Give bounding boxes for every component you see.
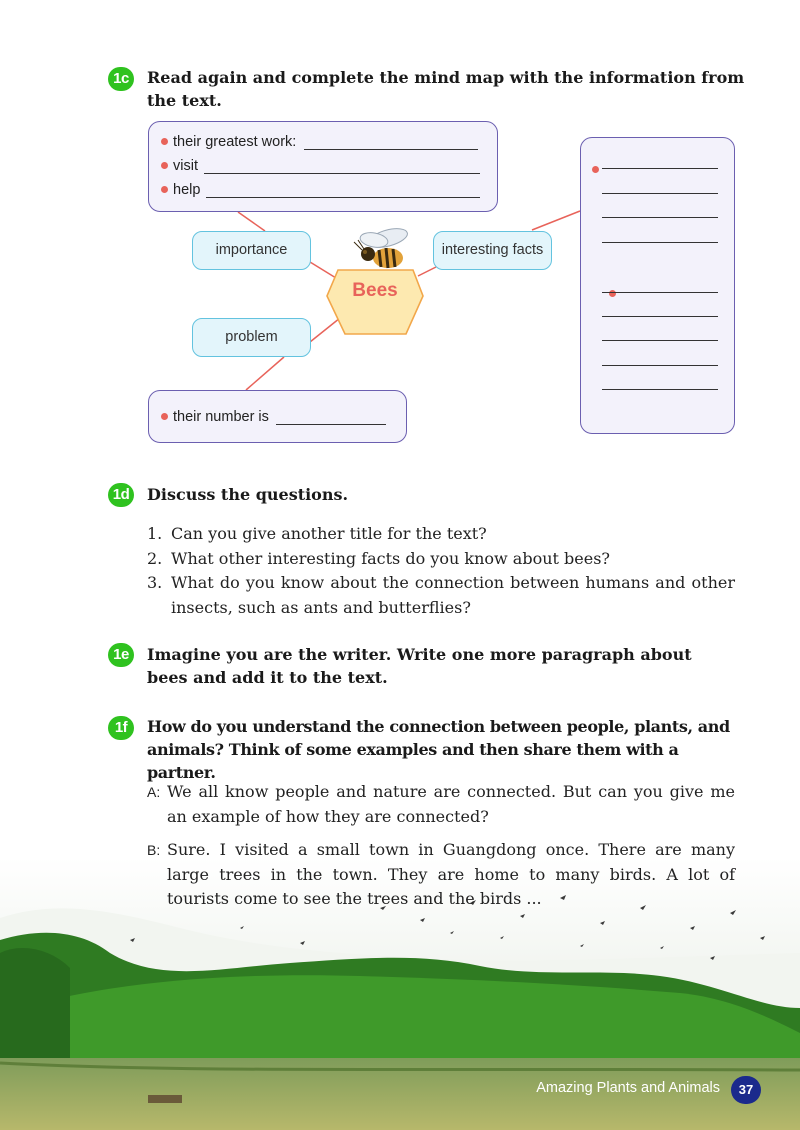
answer-line[interactable] [602,316,718,317]
section-badge-1e: 1e [108,643,134,667]
dialogue-line-a: A: We all know people and nature are connected. But can you give me an example of how they are connected? [147,782,735,826]
answer-line[interactable] [602,340,718,341]
bullet-dot [592,166,599,173]
problem-box [148,390,407,443]
answer-blank[interactable] [204,159,480,174]
question-list [147,522,735,620]
answer-line[interactable] [602,389,718,390]
importance-box [148,121,498,212]
interesting-facts-box [580,137,735,434]
answer-line[interactable] [602,217,718,218]
answer-blank[interactable] [276,410,386,425]
answer-line[interactable] [602,365,718,366]
connector-facts-center [418,267,436,276]
section-badge-1f: 1f [108,716,134,740]
question-item: 3. What do you know about the connection between humans and other insects, such as ants and butterflies? [147,573,735,617]
answer-line[interactable] [602,168,718,169]
dialogue-line-b: B: Sure. I visited a small town in Guangdong once. There are many large trees in the town. They are home to many birds. A lot of tourists come to see the trees and the birds ... [147,840,735,908]
bee-icon [348,226,414,276]
importance-item-visit: visit [161,158,480,178]
answer-line[interactable] [602,193,718,194]
bullet-dot [161,413,168,420]
answer-line[interactable] [602,292,718,293]
bullet-dot [161,162,168,169]
connector-importance-box [238,212,265,231]
connector-importance-center [310,262,336,278]
interesting-facts-pill: interesting facts [433,231,552,270]
importance-item-help: help [161,182,480,202]
connector-problem-center [310,318,340,342]
page-number: 37 [731,1076,761,1104]
question-item: 2. What other interesting facts do you know about bees? [147,548,610,568]
connector-problem-box [246,357,284,390]
mind-map [0,0,800,460]
section-1f-instruction: How do you understand the connection between people, plants, and animals? Think of some examples and then share them with a partner. [147,717,730,782]
center-label: Bees [352,280,398,301]
answer-blank[interactable] [304,135,478,150]
question-item: 1. Can you give another title for the text? [147,524,487,543]
bullet-dot [161,138,168,145]
section-badge-1d: 1d [108,483,134,507]
section-1c-instruction: Read again and complete the mind map with the information from the text. [147,68,745,110]
connector-facts-box [532,211,580,230]
unit-title: Amazing Plants and Animals [536,1080,720,1096]
importance-pill: importance [192,231,311,270]
problem-pill: problem [192,318,311,357]
section-1d-instruction: Discuss the questions. [147,485,349,504]
dialogue [147,780,735,912]
answer-line[interactable] [602,242,718,243]
importance-item-greatest-work: their greatest work: [161,134,478,154]
problem-item-number: their number is [161,409,386,429]
section-1e-instruction: Imagine you are the writer. Write one more paragraph about bees and add it to the text. [147,645,692,687]
section-badge-1c: 1c [108,67,134,91]
answer-blank[interactable] [206,183,480,198]
bullet-dot [161,186,168,193]
